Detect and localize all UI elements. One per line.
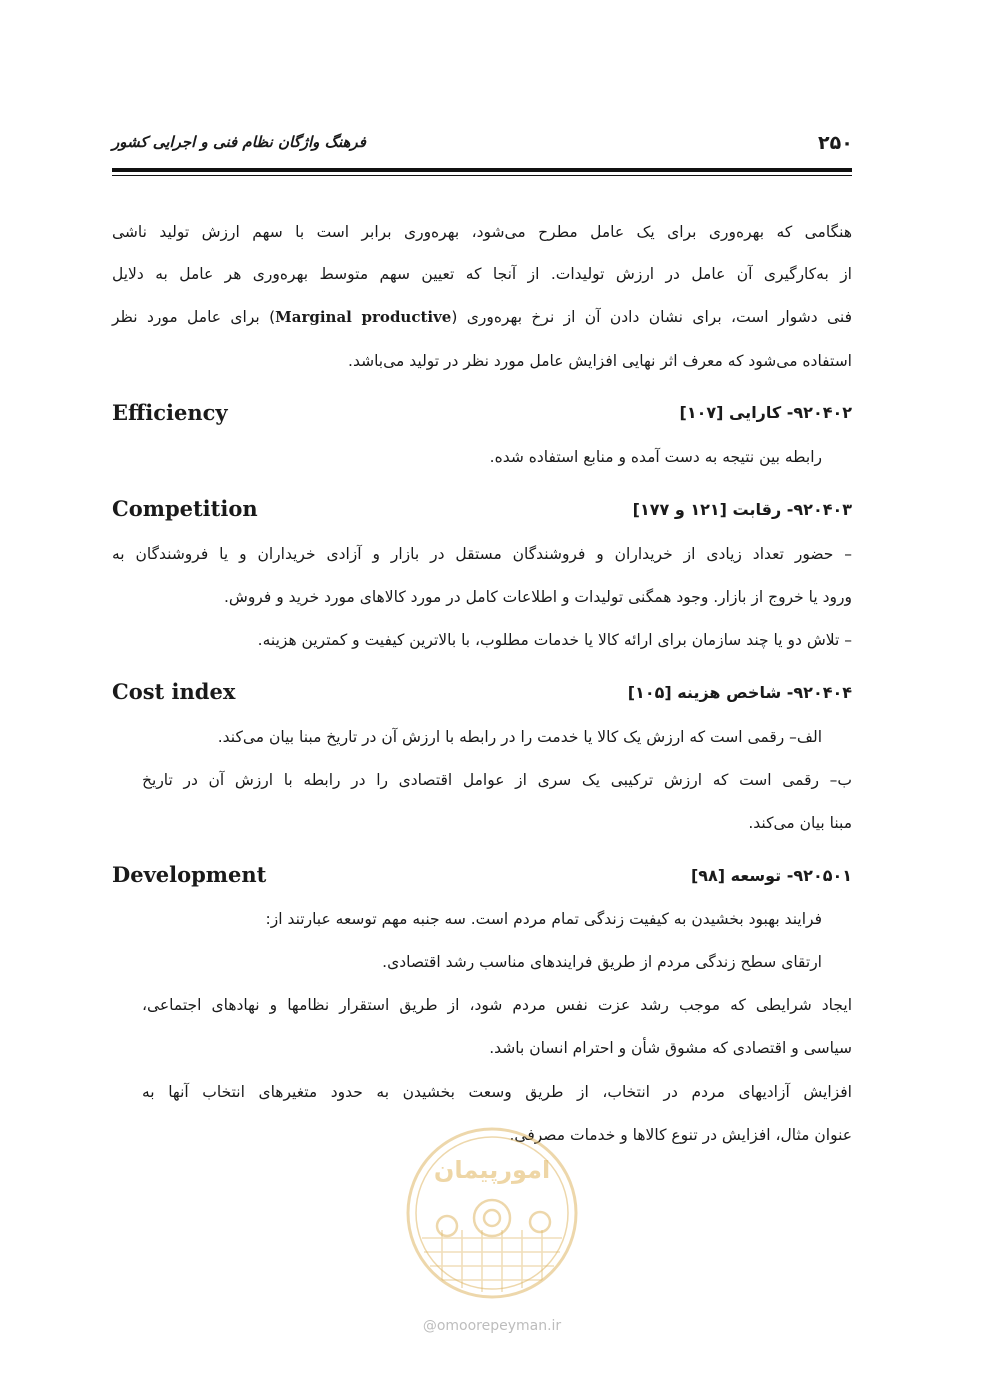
entry-title-development-fa: ۹۲۰۵۰۱- توسعه [۹۸] [690,866,852,885]
competition-line-2: ورود یا خروج از بازار. وجود همگنی تولیدات و اطلاعات کامل در مورد کالاهای مورد خرید و فروش. [223,588,852,606]
intro-line-2: از به‌کارگیری آن عامل در ارزش تولیدات. از آنجا که تعیین سهم متوسط بهره‌وری هر عامل به دلایل [112,265,852,283]
cost-index-line-3: مبنا بیان می‌کند. [748,814,852,832]
intro-line-3 [112,308,852,326]
marginal-productive-term: Marginal productive [275,308,452,326]
intro-line-3-end: ) برای عامل مورد نظر [112,308,276,326]
watermark-logo [402,1118,582,1308]
cost-index-line-2: ب– رقمی است که ارزش ترکیبی یک سری از عوامل اقتصادی را در رابطه با ارزش آن در تاریخ [142,771,852,789]
development-line-5: افزایش آزادیهای مردم در انتخاب، از طریق وسعت بخشیدن به حدود متغیرهای انتخاب آنها به [142,1083,852,1101]
entry-title-cost-index-fa: ۹۲۰۴۰۴- شاخص هزینه [۱۰۵] [627,683,852,702]
page-number: ۲۵۰ [818,132,853,154]
development-line-2: ارتقای سطح زندگی مردم از طریق فرایندهای مناسب رشد اقتصادی. [382,953,822,971]
entry-title-competition-fa: ۹۲۰۴۰۳- رقابت [۱۲۱ و ۱۷۷] [632,500,852,519]
gear-icon [437,1200,550,1236]
cost-index-line-1: الف– رقمی است که ارزش یک کالا یا خدمت را در رابطه با ارزش آن در تاریخ مبنا بیان می‌کند. [217,728,822,746]
watermark-logo-text: امورپیمان [433,1156,551,1184]
development-line-6: عنوان مثال، افزایش در تنوع کالاها و خدمات مصرفی. [509,1126,852,1144]
entry-title-efficiency-en: Efficiency [112,400,228,425]
entry-title-efficiency-fa: ۹۲۰۴۰۲- کارایی [۱۰۷] [679,403,852,422]
competition-line-1: – حضور تعداد زیادی از خریداران و فروشندگان مستقل در بازار و آزادی خریداران و یا فروشندگان به [112,545,852,563]
intro-line-3-start: فنی دشوار است، برای نشان دادن آن از نرخ بهره‌وری ( [451,308,852,326]
efficiency-definition: رابطه بین نتیجه به دست آمده و منابع استفاده شده. [489,448,822,466]
header-rule-thick [112,168,852,172]
entry-title-cost-index-en: Cost index [112,679,236,704]
development-line-1: فرایند بهبود بخشیدن به کیفیت زندگی تمام مردم است. سه جنبه مهم توسعه عبارتند از: [265,910,822,928]
development-line-4: سیاسی و اقتصادی که مشوق شأن و احترام انسان باشد. [489,1039,852,1057]
watermark-caption: @omoorepeyman.ir [422,1318,562,1334]
running-header-title: فرهنگ واژگان نظام فنی و اجرایی کشور [112,133,366,151]
header-rule-thin [112,175,852,176]
intro-line-1: هنگامی که بهره‌وری برای یک عامل مطرح می‌شود، بهره‌وری برابر است با سهم ارزش تولید ناشی [112,223,852,241]
entry-title-development-en: Development [112,862,267,887]
development-line-3: ایجاد شرایطی که موجب رشد عزت نفس مردم شود، از طریق استقرار نظامها و نهادهای اجتماعی، [142,996,852,1014]
entry-title-competition-en: Competition [112,496,258,521]
intro-line-4: استفاده می‌شود که معرف اثر نهایی افزایش عامل مورد نظر در تولید می‌باشد. [348,352,852,370]
competition-line-3: – تلاش دو یا چند سازمان برای ارائه کالا یا خدمات مطلوب، با بالاترین کیفیت و کمترین هزینه. [257,631,852,649]
